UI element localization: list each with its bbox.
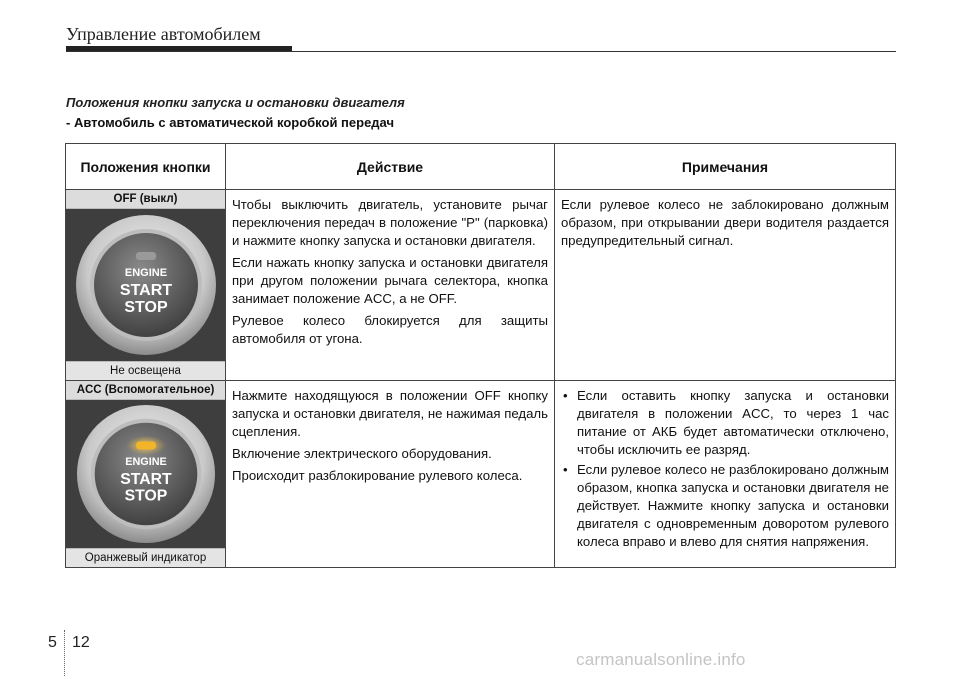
- footer-divider: [64, 630, 65, 676]
- indicator-caption: Не освещена: [66, 361, 225, 380]
- page-number: 12: [72, 634, 90, 651]
- header-rule: [66, 51, 896, 52]
- action-paragraph: Нажмите находящуюся в положении OFF кнопку запуска и остановки двигателя, не нажимая педаль сцепления.: [232, 388, 548, 439]
- page-header-title: Управление автомобилем: [66, 24, 261, 44]
- button-text-line: START: [119, 282, 172, 299]
- button-text-line: ENGINE: [124, 456, 167, 469]
- section-title: Положения кнопки запуска и остановки двигателя: [66, 95, 405, 110]
- button-text-line: ENGINE: [124, 267, 167, 279]
- watermark: carmanualsonline.info: [576, 650, 746, 669]
- action-paragraph: Рулевое колесо блокируется для защиты автомобиля от угона.: [232, 313, 548, 346]
- notes-cell: [555, 190, 896, 381]
- position-label: OFF (выкл): [66, 190, 225, 209]
- engine-start-stop-button-image: [66, 400, 225, 548]
- list-item: • Если оставить кнопку запуска и остановки двигателя в положении ACC, то через 1 час питание от АКБ будет автоматически отключено, чтобы исключить ее разряд.: [561, 387, 889, 459]
- button-text-line: STOP: [123, 299, 168, 316]
- notes-cell: [555, 381, 896, 568]
- button-text-line: STOP: [124, 487, 167, 505]
- action-paragraph: Если нажать кнопку запуска и остановки двигателя при другом положении рычага селектора, кнопка занимает положение ACC, а не OFF.: [232, 255, 548, 306]
- column-header-action: Действие: [226, 144, 555, 190]
- notes-list: [561, 387, 889, 551]
- action-paragraph: Происходит разблокирование рулевого колеса.: [232, 468, 523, 483]
- button-text-line: START: [119, 470, 172, 488]
- action-cell: [226, 381, 555, 568]
- section-subtitle: - Автомобиль с автоматической коробкой передач: [66, 115, 395, 130]
- table-row: [66, 381, 896, 568]
- action-paragraph: Чтобы выключить двигатель, установите рычаг переключения передач в положение "P" (парковка) и нажмите кнопку запуска и остановки двигателя.: [232, 197, 548, 248]
- table-row: [66, 190, 896, 381]
- start-stop-button-icon: [71, 402, 221, 546]
- table-header-row: [66, 144, 896, 190]
- position-label: ACC (Вспомогательное): [66, 381, 225, 400]
- action-cell: [226, 190, 555, 381]
- column-header-notes: Примечания: [555, 144, 896, 190]
- position-cell-off: [66, 190, 226, 381]
- button-positions-table: [65, 143, 896, 568]
- list-item: • Если рулевое колесо не разблокировано должным образом, кнопка запуска и остановки двигателя не действует. Нажмите кнопку запуска и остановки двигателя с одновременным доворотом рулевого колеса вправо и влево для снятия напряжения.: [561, 461, 889, 551]
- note-paragraph: Если рулевое колесо не заблокировано должным образом, при открывании двери водителя раздается предупредительный сигнал.: [561, 197, 889, 248]
- position-cell-acc: [66, 381, 226, 568]
- action-paragraph: Включение электрического оборудования.: [232, 446, 492, 461]
- indicator-light: [136, 441, 156, 449]
- start-stop-button-icon: [71, 212, 221, 358]
- indicator-caption: Оранжевый индикатор: [66, 548, 225, 567]
- column-header-position: Положения кнопки: [66, 144, 226, 190]
- engine-start-stop-button-image: [66, 209, 225, 361]
- indicator-light: [136, 252, 156, 260]
- chapter-number: 5: [48, 634, 57, 651]
